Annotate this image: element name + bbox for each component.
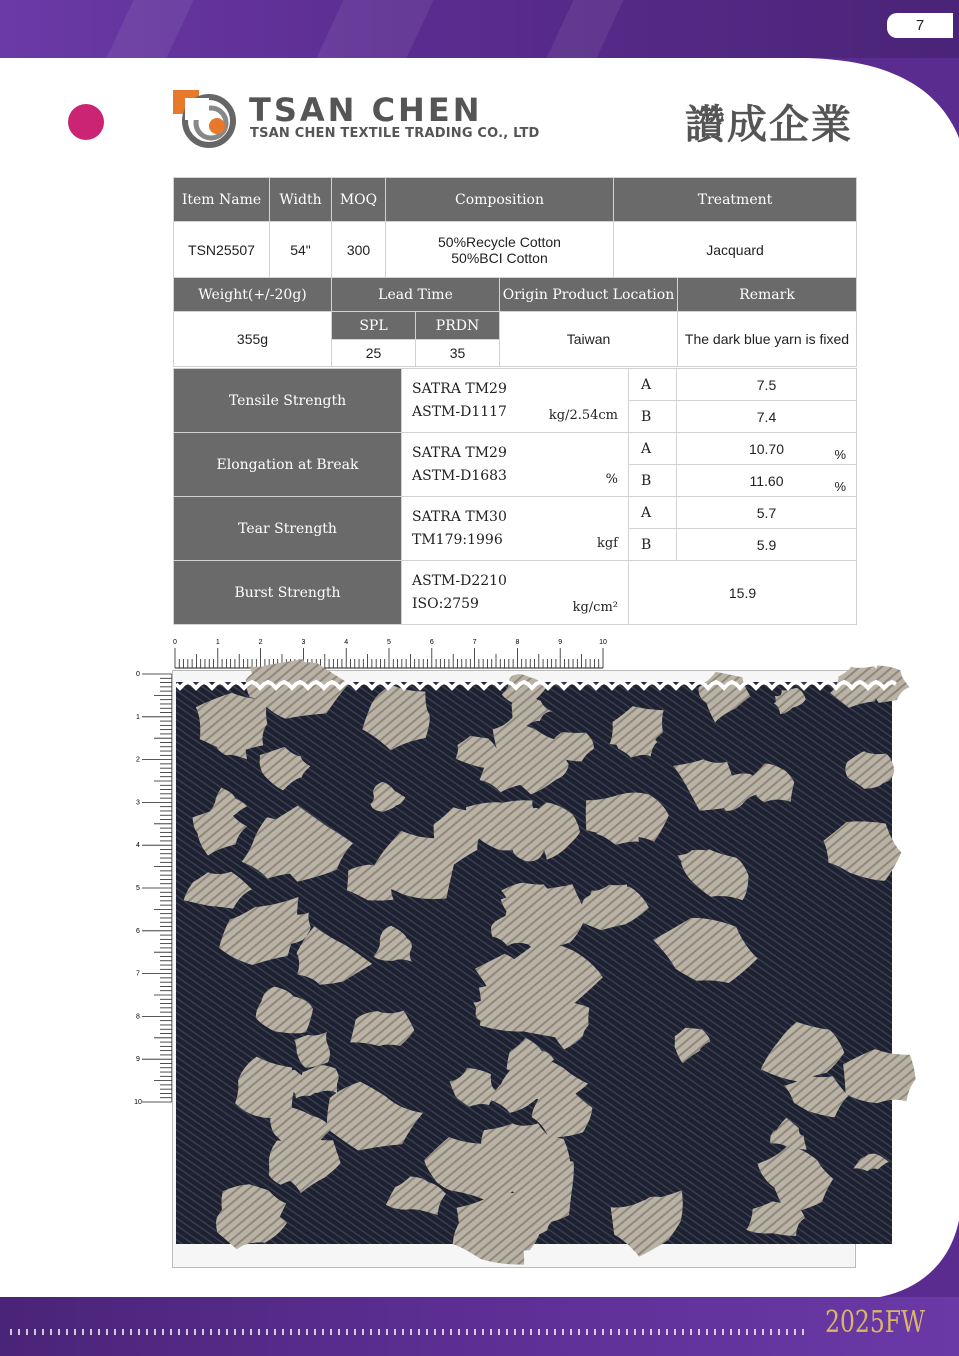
- header-lead-time: Lead Time: [332, 278, 500, 312]
- ruler-label: 7: [472, 639, 477, 646]
- header-width: Width: [270, 178, 332, 222]
- header-spl: SPL: [332, 312, 416, 340]
- ruler-label: 9: [136, 1056, 140, 1064]
- value-remark: The dark blue yarn is fixed: [678, 312, 857, 367]
- brand-name: TSAN CHEN: [249, 91, 483, 129]
- value-treatment: Jacquard: [614, 222, 857, 278]
- horizontal-ruler: [173, 636, 605, 670]
- value-item-name: TSN25507: [174, 222, 270, 278]
- label-b: B: [629, 465, 677, 497]
- ruler-label: 7: [136, 970, 140, 978]
- test-table: [173, 368, 857, 625]
- decorative-dash-line: [10, 1329, 810, 1335]
- ruler-label: 8: [515, 639, 520, 646]
- header-weight: Weight(+/-20g): [174, 278, 332, 312]
- ruler-label: 8: [136, 1013, 140, 1021]
- test-method-tensile: [402, 369, 629, 433]
- ruler-label: 6: [429, 639, 434, 646]
- value-spl: 25: [332, 340, 416, 367]
- label-b: B: [629, 529, 677, 561]
- unit-b: %: [834, 479, 846, 494]
- label-a: A: [629, 497, 677, 529]
- method-line: SATRA TM29: [412, 380, 507, 397]
- test-method-elongation: [402, 433, 629, 497]
- ruler-label: 1: [215, 639, 220, 646]
- ruler-label: 1: [136, 713, 140, 721]
- brand-subtitle: TSAN CHEN TEXTILE TRADING CO., LTD: [250, 126, 540, 141]
- method-line: SATRA TM29: [412, 444, 507, 461]
- corner-curve-decoration: [849, 1220, 959, 1300]
- header-remark: Remark: [678, 278, 857, 312]
- season-label: 2025FW: [825, 1305, 925, 1340]
- page-number: 7: [887, 13, 953, 38]
- method-line: ASTM-D1683: [412, 467, 507, 484]
- header-item-name: Item Name: [174, 178, 270, 222]
- ruler-label: 3: [301, 639, 306, 646]
- value-width: 54": [270, 222, 332, 278]
- unit-a: %: [834, 447, 846, 462]
- value-a: 7.5: [677, 369, 857, 401]
- value-composition: [386, 222, 614, 278]
- test-name-tear: Tear Strength: [174, 497, 402, 561]
- value-weight: 355g: [174, 312, 332, 367]
- ruler-label: 6: [136, 927, 140, 935]
- header-prdn: PRDN: [416, 312, 500, 340]
- value-a: 5.7: [677, 497, 857, 529]
- ruler-label: 9: [558, 639, 563, 646]
- test-name-elongation: Elongation at Break: [174, 433, 402, 497]
- test-name-burst: Burst Strength: [174, 561, 402, 625]
- method-line: TM179:1996: [412, 531, 503, 548]
- method-line: ASTM-D2210: [412, 572, 507, 589]
- fabric-swatch-image: [176, 682, 892, 1244]
- ruler-label: 4: [136, 842, 140, 850]
- value-a: 10.70: [748, 440, 785, 457]
- value-b: 5.9: [677, 529, 857, 561]
- composition-line-1: 50%Recycle Cotton: [438, 233, 561, 250]
- ruler-label: 10: [599, 639, 607, 646]
- ruler-label: 5: [136, 885, 140, 892]
- label-a: A: [629, 369, 677, 401]
- ruler-label: 0: [136, 671, 140, 678]
- method-line: ISO:2759: [412, 595, 479, 612]
- test-method-tear: [402, 497, 629, 561]
- ruler-label: 2: [136, 756, 140, 764]
- test-name-tensile: Tensile Strength: [174, 369, 402, 433]
- spec-table-2: [173, 277, 857, 367]
- header-origin: Origin Product Location: [500, 278, 678, 312]
- value-moq: 300: [332, 222, 386, 278]
- ruler-label: 5: [387, 639, 391, 646]
- header-treatment: Treatment: [614, 178, 857, 222]
- ruler-label: 10: [134, 1099, 142, 1106]
- value-b: 7.4: [677, 401, 857, 433]
- brand-chinese-name: 讚成企業: [685, 102, 853, 148]
- value-b: 11.60: [749, 472, 784, 489]
- ruler-label: 0: [173, 639, 177, 646]
- company-logo-icon: [171, 88, 237, 148]
- ruler-label: 4: [344, 639, 349, 646]
- value-b-cell: [677, 465, 857, 497]
- bottom-banner: [0, 1297, 959, 1356]
- label-a: A: [629, 433, 677, 465]
- value-origin: Taiwan: [500, 312, 678, 367]
- label-b: B: [629, 401, 677, 433]
- method-line: ASTM-D1117: [412, 403, 507, 420]
- unit-label: %: [605, 472, 618, 487]
- top-banner: [0, 0, 959, 58]
- composition-line-2: 50%BCI Cotton: [451, 249, 548, 266]
- ruler-label: 3: [136, 799, 140, 807]
- header-moq: MOQ: [332, 178, 386, 222]
- test-method-burst: [402, 561, 629, 625]
- vertical-ruler: [132, 668, 174, 1108]
- header-composition: Composition: [386, 178, 614, 222]
- method-line: SATRA TM30: [412, 508, 507, 525]
- unit-label: kgf: [596, 536, 618, 551]
- unit-label: kg/2.54cm: [548, 408, 618, 423]
- accent-dot: [68, 104, 104, 140]
- value-prdn: 35: [416, 340, 500, 367]
- spec-table: [173, 177, 857, 278]
- value-a-cell: [677, 433, 857, 465]
- unit-label: kg/cm²: [572, 600, 618, 615]
- value-burst: 15.9: [629, 561, 857, 625]
- ruler-label: 2: [258, 639, 263, 646]
